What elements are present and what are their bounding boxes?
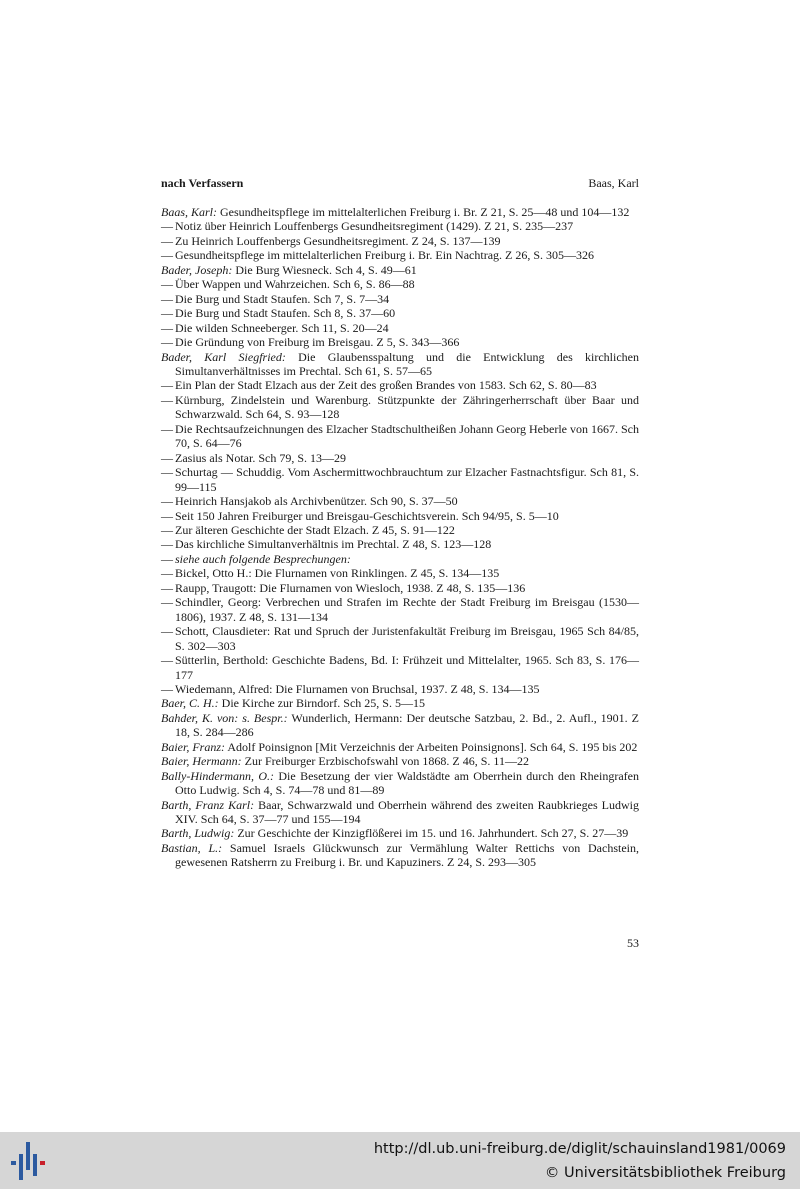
entry-text: Zur Geschichte der Kinzigflößerei im 15. und 16. Jahrhundert. Sch 27, S. 27—39: [234, 826, 629, 841]
entry-author: Bally-Hindermann, O.:: [161, 768, 275, 783]
entry-author: Bader, Karl Siegfried:: [161, 349, 286, 364]
bibliography-entry: [161, 494, 639, 508]
bibliography-entry: [161, 581, 639, 595]
entry-text: Die Kirche zur Birndorf. Sch 25, S. 5—15: [218, 696, 425, 711]
entry-dash: —: [161, 508, 173, 523]
entry-text: siehe auch folgende Besprechungen:: [175, 551, 351, 566]
entry-text: Zur Freiburger Erzbischofswahl von 1868. Z 46, S. 11—22: [241, 754, 529, 769]
entry-author: Baas, Karl:: [161, 205, 218, 219]
entry-text: Schott, Clausdieter: Rat und Spruch der Juristenfakultät Freiburg im Breisgau, 1965 Sch 84/85, S. 302—303: [175, 624, 639, 653]
entry-text: Zu Heinrich Louffenbergs Gesundheitsregiment. Z 24, S. 137—139: [175, 233, 501, 248]
entry-text: Die Gründung von Freiburg im Breisgau. Z 5, S. 343—366: [175, 335, 460, 350]
entry-text: Schurtag — Schuddig. Vom Aschermittwochbrauchtum zur Elzacher Fastnachtsfigur. Sch 81, S. 99—115: [175, 465, 639, 494]
entry-dash: —: [161, 306, 173, 321]
bibliography-list: [161, 205, 639, 870]
entry-author: Baer, C. H.:: [161, 696, 219, 711]
entry-dash: —: [161, 681, 173, 696]
entry-dash: —: [161, 566, 173, 581]
entry-text: Die Besetzung der vier Waldstädte am Oberrhein durch den Rheingrafen Otto Ludwig. Sch 4, S. 74—78 und 81—89: [175, 768, 639, 798]
bibliography-entry: [161, 205, 639, 219]
entry-text: Ein Plan der Stadt Elzach aus der Zeit des großen Brandes von 1583. Sch 62, S. 80—83: [175, 378, 597, 393]
entry-text: Die wilden Schneeberger. Sch 11, S. 20—24: [175, 320, 389, 335]
bibliography-entry: [161, 393, 639, 422]
bibliography-entry: [161, 537, 639, 551]
bibliography-entry: [161, 234, 639, 248]
running-header: [161, 175, 639, 191]
entry-author: Bader, Joseph:: [161, 262, 233, 277]
entry-dash: —: [161, 595, 173, 610]
bibliography-entry: [161, 769, 639, 798]
bibliography-entry: [161, 277, 639, 291]
entry-text: Zur älteren Geschichte der Stadt Elzach. Z 45, S. 91—122: [175, 522, 455, 537]
entry-text: Die Burg und Stadt Staufen. Sch 7, S. 7—34: [175, 291, 390, 306]
entry-dash: —: [161, 551, 173, 566]
bibliography-entry: [161, 292, 639, 306]
bibliography-entry: [161, 740, 639, 754]
ub-freiburg-logo-icon: [9, 1140, 53, 1182]
entry-text: Die Glaubensspaltung und die Entwicklung des kirchlichen Simultanverhältnisses im Prechtal. Sch 61, S. 57—65: [175, 349, 639, 378]
bibliography-entry: [161, 696, 639, 710]
entry-dash: —: [161, 494, 173, 509]
entry-dash: —: [161, 335, 173, 350]
entry-text: Kürnburg, Zindelstein und Warenburg. Stützpunkte der Zähringerherrschaft über Baar und Schwarzwald. Sch 64, S. 93—128: [175, 392, 639, 422]
viewer-footer: [0, 1132, 800, 1189]
entry-text: Schindler, Georg: Verbrechen und Strafen im Rechte der Stadt Freiburg im Breisgau (1530—1806), 1937. Z 48, S. 131—134: [175, 595, 639, 624]
entry-dash: —: [161, 624, 173, 639]
entry-author: Barth, Franz Karl:: [161, 797, 255, 812]
entry-dash: —: [161, 537, 173, 552]
entry-text: Über Wappen und Wahrzeichen. Sch 6, S. 86—88: [175, 277, 415, 292]
header-catchword: Baas, Karl: [588, 176, 639, 190]
bibliography-entry: [161, 263, 639, 277]
bibliography-entry: [161, 653, 639, 682]
entry-dash: —: [161, 580, 173, 595]
entry-dash: —: [161, 392, 173, 407]
bibliography-entry: [161, 682, 639, 696]
bibliography-entry: [161, 350, 639, 379]
entry-text: Bickel, Otto H.: Die Flurnamen von Rinklingen. Z 45, S. 134—135: [175, 566, 500, 581]
entry-text: Gesundheitspflege im mittelalterlichen Freiburg i. Br. Z 21, S. 25—48 und 104—132: [217, 205, 630, 219]
entry-dash: —: [161, 248, 173, 263]
entry-dash: —: [161, 277, 173, 292]
entry-dash: —: [161, 291, 173, 306]
header-section-title: nach Verfassern: [161, 176, 244, 190]
entry-text: Gesundheitspflege im mittelalterlichen Freiburg i. Br. Ein Nachtrag. Z 26, S. 305—326: [175, 248, 595, 263]
entry-text: Heinrich Hansjakob als Archivbenützer. Sch 90, S. 37—50: [175, 494, 458, 509]
entry-text: Wunderlich, Hermann: Der deutsche Satzbau, 2. Bd., 2. Aufl., 1901. Z 18, S. 284—286: [175, 710, 640, 740]
entry-text: Seit 150 Jahren Freiburger und Breisgau-Geschichtsverein. Sch 94/95, S. 5—10: [175, 508, 559, 523]
entry-text: Sütterlin, Berthold: Geschichte Badens, Bd. I: Frühzeit und Mittelalter, 1965. Sch 83, S. 176—177: [175, 653, 639, 682]
bibliography-entry: [161, 595, 639, 624]
entry-dash: —: [161, 522, 173, 537]
bibliography-entry: [161, 378, 639, 392]
bibliography-entry: [161, 335, 639, 349]
entry-dash: —: [161, 219, 173, 234]
entry-author: Baier, Hermann:: [161, 754, 242, 769]
entry-dash: —: [161, 450, 173, 465]
bibliography-entry: [161, 321, 639, 335]
bibliography-entry: [161, 465, 639, 494]
bibliography-entry: [161, 841, 639, 870]
bibliography-entry: [161, 754, 639, 768]
entry-author: Bastian, L.:: [161, 840, 223, 855]
entry-text: Zasius als Notar. Sch 79, S. 13—29: [175, 450, 346, 465]
bibliography-entry: [161, 248, 639, 262]
entry-dash: —: [161, 465, 173, 480]
entry-text: Samuel Israels Glückwunsch zur Vermählung Walter Rettichs von Dachstein, gewesenen Ratsherrn zu Freiburg i. Br. und Kapuziners. Z 24, S. 293—305: [175, 840, 639, 870]
entry-author: Baier, Franz:: [161, 739, 225, 754]
entry-text: Notiz über Heinrich Louffenbergs Gesundheitsregiment (1429). Z 21, S. 235—237: [175, 219, 574, 234]
bibliography-entry: [161, 219, 639, 233]
entry-text: Baar, Schwarzwald und Oberrhein während des zweiten Raubkrieges Ludwig XIV. Sch 64, S. 37—77 und 155—194: [175, 797, 639, 827]
entry-dash: —: [161, 653, 173, 668]
entry-text: Die Rechtsaufzeichnungen des Elzacher Stadtschultheißen Johann Georg Heberle von 1667. Sch 70, S. 64—76: [175, 421, 639, 451]
bibliography-entry: [161, 509, 639, 523]
bibliography-entry: [161, 422, 639, 451]
entry-author: Barth, Ludwig:: [161, 826, 235, 841]
entry-dash: —: [161, 320, 173, 335]
entry-text: Raupp, Traugott: Die Flurnamen von Wiesloch, 1938. Z 48, S. 135—136: [175, 580, 526, 595]
bibliography-entry: [161, 624, 639, 653]
entry-text: Die Burg Wiesneck. Sch 4, S. 49—61: [232, 262, 417, 277]
entry-dash: —: [161, 421, 173, 436]
bibliography-entry: [161, 306, 639, 320]
bibliography-entry: [161, 798, 639, 827]
entry-dash: —: [161, 378, 173, 393]
bibliography-entry: [161, 523, 639, 537]
bibliography-entry: [161, 552, 639, 566]
entry-text: Adolf Poinsignon [Mit Verzeichnis der Arbeiten Poinsignons]. Sch 64, S. 195 bis 202: [225, 739, 638, 754]
entry-text: Das kirchliche Simultanverhältnis im Prechtal. Z 48, S. 123—128: [175, 537, 492, 552]
entry-text: Wiedemann, Alfred: Die Flurnamen von Bruchsal, 1937. Z 48, S. 134—135: [175, 681, 540, 696]
entry-dash: —: [161, 233, 173, 248]
source-url-link[interactable]: http://dl.ub.uni-freiburg.de/diglit/schauinsland1981/0069: [373, 1141, 786, 1157]
bibliography-entry: [161, 451, 639, 465]
entry-text: Die Burg und Stadt Staufen. Sch 8, S. 37—60: [175, 306, 396, 321]
copyright-notice: © Universitätsbibliothek Freiburg: [544, 1165, 786, 1181]
bibliography-entry: [161, 711, 639, 740]
bibliography-entry: [161, 566, 639, 580]
page-number: 53: [627, 936, 639, 950]
entry-author: Bahder, K. von: s. Bespr.:: [161, 710, 288, 725]
bibliography-entry: [161, 826, 639, 840]
